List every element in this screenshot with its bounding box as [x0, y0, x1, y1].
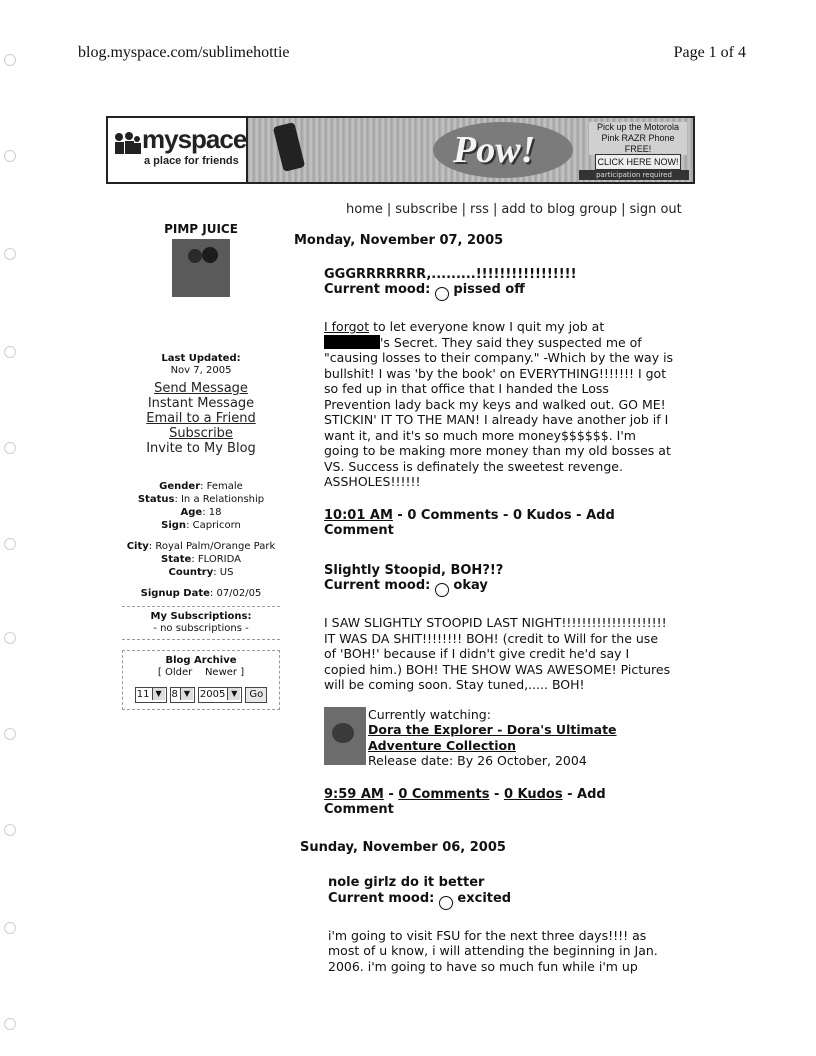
nav-rss-link[interactable]: rss	[470, 202, 489, 217]
blog-post	[324, 563, 674, 818]
post-time-link[interactable]: 10:01 AM	[324, 507, 393, 523]
page-number: Page 1 of 4	[673, 44, 746, 61]
phone-icon	[273, 122, 305, 172]
archive-year-value: 2005	[199, 689, 226, 700]
print-header	[78, 44, 746, 66]
archive-month-value: 11	[136, 689, 150, 700]
state-label: State	[161, 554, 192, 565]
mood-label: Current mood:	[324, 578, 431, 593]
nav-add-group-link[interactable]: add to blog group	[501, 202, 618, 217]
myspace-logo[interactable]	[108, 118, 248, 182]
comments-link[interactable]: 0 Comments	[398, 786, 490, 802]
nav-separator: |	[461, 202, 467, 217]
add-comment-link[interactable]: Add Comment	[324, 786, 606, 817]
age-label: Age	[180, 507, 203, 518]
footer-dash: -	[571, 507, 587, 523]
archive-month-select[interactable]	[135, 687, 167, 703]
profile-sidebar	[122, 222, 280, 710]
invite-blog-link[interactable]: Invite to My Blog	[146, 441, 256, 456]
add-comment-link[interactable]: Add Comment	[324, 507, 615, 538]
post-time-link[interactable]: 9:59 AM	[324, 786, 384, 802]
country-value: : US	[213, 567, 234, 578]
watching-title-link[interactable]: Dora the Explorer - Dora's Ultimate Adventure Collection	[368, 722, 617, 753]
smiley-face-icon	[435, 583, 449, 597]
footer-dash: -	[489, 786, 504, 802]
logo-tagline: a place for friends	[144, 155, 239, 167]
footer-dash: -	[498, 507, 513, 523]
redaction-bar	[324, 335, 380, 349]
footer-dash: -	[383, 786, 399, 802]
post-body-text: 's Secret. They said they suspected me of "causing losses to their company." -Which by the way is bullshit! I was 'by the book' on EVERYTHING!!!!!!! I got so fed up in that office that I handed the Loss Prevention lady back my keys and walked out. GO ME! STICKIN' IT TO THE MAN! I already have another job if I want it, and it's so much more money$$$$$$. I'm going to be making more money than my old bosses at VS. Success is definately the sweetest revenge. ASSHOLES!!!!!!	[324, 334, 674, 489]
archive-label: Blog Archive	[165, 655, 237, 666]
punch-hole	[4, 150, 16, 162]
people-icon	[112, 130, 142, 160]
punch-hole	[4, 54, 16, 66]
archive-older-newer[interactable]: [ Older Newer ]	[157, 667, 245, 678]
post-title: GGGRRRRRRR,.........!!!!!!!!!!!!!!!!!	[324, 266, 577, 282]
chevron-down-icon: ▼	[180, 688, 193, 700]
gender-label: Gender	[159, 481, 201, 492]
archive-day-value: 8	[171, 689, 178, 700]
state-value: : FLORIDA	[191, 554, 241, 565]
kudos-link[interactable]: 0 Kudos	[503, 786, 563, 802]
status-value: : In a Relationship	[174, 494, 265, 505]
archive-day-select[interactable]	[170, 687, 195, 703]
chevron-down-icon: ▼	[227, 688, 240, 700]
send-message-link[interactable]: Send Message	[154, 381, 248, 396]
nav-subscribe-link[interactable]: subscribe	[395, 202, 458, 217]
signup-label: Signup Date	[140, 588, 210, 599]
chevron-down-icon: ▼	[152, 688, 165, 700]
nav-separator: |	[621, 202, 626, 217]
blog-post	[324, 267, 674, 539]
watching-release-date: Release date: By 26 October, 2004	[368, 753, 587, 768]
profile-photo[interactable]	[172, 239, 230, 297]
logo-wordmark: myspace	[142, 124, 247, 154]
mood-label: Current mood:	[328, 890, 435, 906]
mood-value: pissed off	[453, 282, 525, 297]
blog-archive-box	[122, 650, 280, 710]
archive-year-select[interactable]	[198, 687, 242, 703]
post-footer	[324, 508, 674, 539]
blog-main	[294, 233, 694, 974]
last-updated-label: Last Updated:	[161, 353, 241, 364]
post-body: i'm going to visit FSU for the next three days!!!! as most of u know, i will attending the beginning in Jan. 2006. i'm going to have so much fun while i'm up	[328, 927, 658, 974]
print-url: blog.myspace.com/sublimehottie	[78, 44, 290, 61]
city-value: : Royal Palm/Orange Park	[148, 541, 276, 552]
punch-hole	[4, 346, 16, 358]
post-footer	[324, 787, 674, 818]
ad-copy: Pick up the Motorola Pink RAZR Phone FREE!	[589, 122, 687, 155]
comments-link[interactable]: 0 Comments	[407, 507, 499, 523]
post-body: I SAW SLIGHTLY STOOPID LAST NIGHT!!!!!!!!!!!!!!!!!!!!! IT WAS DA SHIT!!!!!!!! BOH! (credit to Will for the use of 'BOH!' because if I didn't give credit he'd say I copied him.) BOH! THE SHOW WAS AWESOME! Pictures will be coming soon. Stay tuned,..... BOH!	[324, 615, 671, 692]
top-nav	[346, 202, 682, 217]
country-label: Country	[168, 567, 214, 578]
ad-disclaimer: participation required	[579, 170, 689, 180]
excited-face-icon	[439, 896, 453, 910]
punch-hole	[4, 442, 16, 454]
ad-headline: Pow!	[453, 129, 536, 171]
punch-hole	[4, 248, 16, 260]
subscriptions-label: My Subscriptions:	[150, 611, 252, 622]
ad-click-button[interactable]: CLICK HERE NOW!	[595, 154, 681, 170]
subscriptions-box	[122, 606, 280, 640]
post-title: nole girlz do it better	[328, 875, 485, 890]
nav-home-link[interactable]: home	[346, 202, 383, 217]
post-body-lead: I forgot	[324, 319, 370, 334]
profile-name: PIMP JUICE	[164, 222, 238, 236]
punch-hole	[4, 728, 16, 740]
site-banner	[106, 116, 695, 184]
age-value: : 18	[202, 507, 222, 518]
dvd-cover-image[interactable]	[324, 707, 366, 765]
subscribe-link[interactable]: Subscribe	[169, 426, 233, 441]
angry-face-icon	[435, 287, 449, 301]
instant-message-link[interactable]: Instant Message	[147, 396, 255, 411]
archive-go-button[interactable]: Go	[245, 687, 267, 703]
post-body	[324, 319, 674, 490]
footer-dash: -	[392, 507, 408, 523]
mood-label: Current mood:	[324, 282, 431, 297]
status-label: Status	[137, 494, 175, 505]
punch-hole	[4, 824, 16, 836]
subscriptions-value: - no subscriptions -	[153, 623, 249, 634]
blog-post	[328, 875, 678, 974]
mood-value: okay	[453, 578, 488, 593]
sign-label: Sign	[161, 520, 187, 531]
post-body-text: to let everyone know I quit my job at	[373, 319, 605, 334]
sign-value: : Capricorn	[186, 520, 241, 531]
punch-hole	[4, 538, 16, 550]
kudos-link[interactable]: 0 Kudos	[512, 507, 572, 523]
punch-hole	[4, 922, 16, 934]
post-date-heading: Monday, November 07, 2005	[294, 233, 504, 248]
gender-value: : Female	[200, 481, 243, 492]
footer-dash: -	[562, 786, 578, 802]
nav-sign-out-link[interactable]: sign out	[629, 202, 682, 217]
email-friend-link[interactable]: Email to a Friend	[146, 411, 256, 426]
nav-separator: |	[492, 202, 498, 217]
post-date-heading: Sunday, November 06, 2005	[300, 839, 506, 855]
mood-value: excited	[457, 890, 512, 906]
post-title: Slightly Stoopid, BOH?!?	[324, 562, 504, 578]
last-updated-date: Nov 7, 2005	[170, 365, 232, 376]
ad-banner[interactable]	[248, 118, 693, 182]
city-label: City	[126, 541, 149, 552]
punch-hole	[4, 1018, 16, 1030]
nav-separator: |	[386, 202, 392, 217]
punch-hole	[4, 632, 16, 644]
signup-value: : 07/02/05	[209, 588, 262, 599]
currently-watching	[324, 707, 674, 769]
watching-label: Currently watching:	[368, 706, 491, 722]
